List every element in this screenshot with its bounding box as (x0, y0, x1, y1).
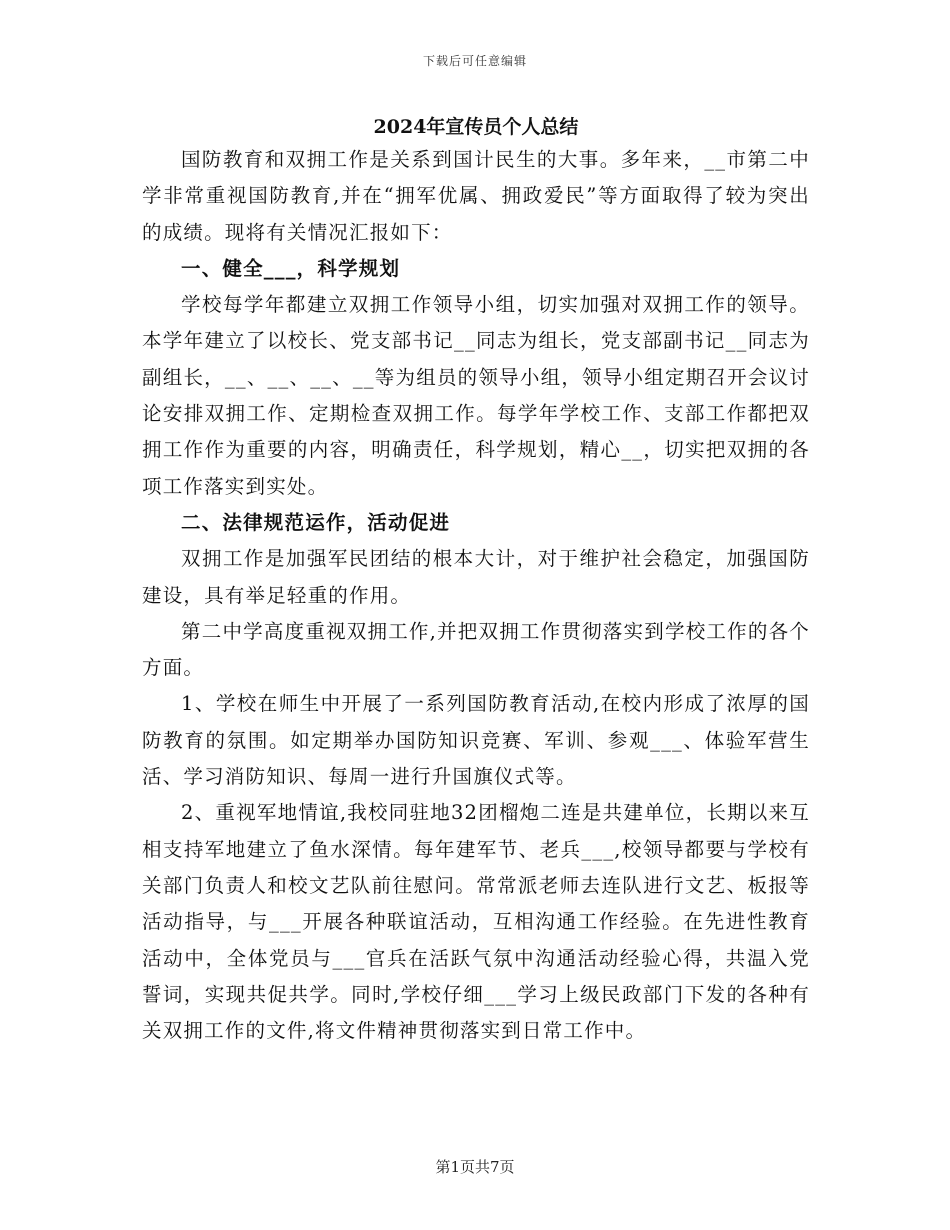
section-2-heading: 二、法律规范运作，活动促进 (181, 510, 451, 534)
document-body (142, 112, 810, 1049)
section-1-paragraph: 学校每学年都建立双拥工作领导小组，切实加强对双拥工作的领导。本学年建立了以校长、党支部书记__同志为组长，党支部副书记__同志为副组长，__、__、__、__等为组员的领导小组，领导小组定期召开会议讨论安排双拥工作、定期检查双拥工作。每学年学校工作、支部工作都把双拥工作作为重要的内容，明确责任，科学规划，精心__，切实把双拥的各项工作落实到实处。 (142, 293, 810, 498)
section-1-heading: 一、健全___，科学规划 (181, 256, 401, 280)
document-title: 2024年宣传员个人总结 (373, 116, 579, 138)
section-2-paragraph-2: 第二中学高度重视双拥工作,并把双拥工作贯彻落实到学校工作的各个方面。 (142, 619, 810, 680)
page-header-note: 下载后可任意编辑 (422, 54, 527, 68)
intro-paragraph: 国防教育和双拥工作是关系到国计民生的大事。多年来，__市第二中学非常重视国防教育,并在“拥军优属、拥政爱民”等方面取得了较为突出的成绩。现将有关情况汇报如下： (142, 148, 810, 244)
section-2-item-1: 1、学校在师生中开展了一系列国防教育活动,在校内形成了浓厚的国防教育的氛围。如定期举办国防知识竞赛、军训、参观___、体验军营生活、学习消防知识、每周一进行升国旗仪式等。 (142, 692, 810, 789)
page-number: 第1页共7页 (435, 1158, 515, 1176)
section-2-item-2: 2、重视军地情谊,我校同驻地32团榴炮二连是共建单位，长期以来互相支持军地建立了鱼水深情。每年建军节、老兵___,校领导都要与学校有关部门负责人和校文艺队前往慰问。常常派老师去连队进行文艺、板报等活动指导，与___开展各种联谊活动，互相沟通工作经验。在先进性教育活动中，全体党员与___官兵在活跃气氛中沟通活动经验心得，共温入党誓词，实现共促共学。同时,学校仔细___学习上级民政部门下发的各种有关双拥工作的文件,将文件精神贯彻落实到日常工作中。 (142, 801, 810, 1043)
section-2-paragraph-1: 双拥工作是加强军民团结的根本大计，对于维护社会稳定，加强国防建设，具有举足轻重的作用。 (142, 547, 810, 607)
